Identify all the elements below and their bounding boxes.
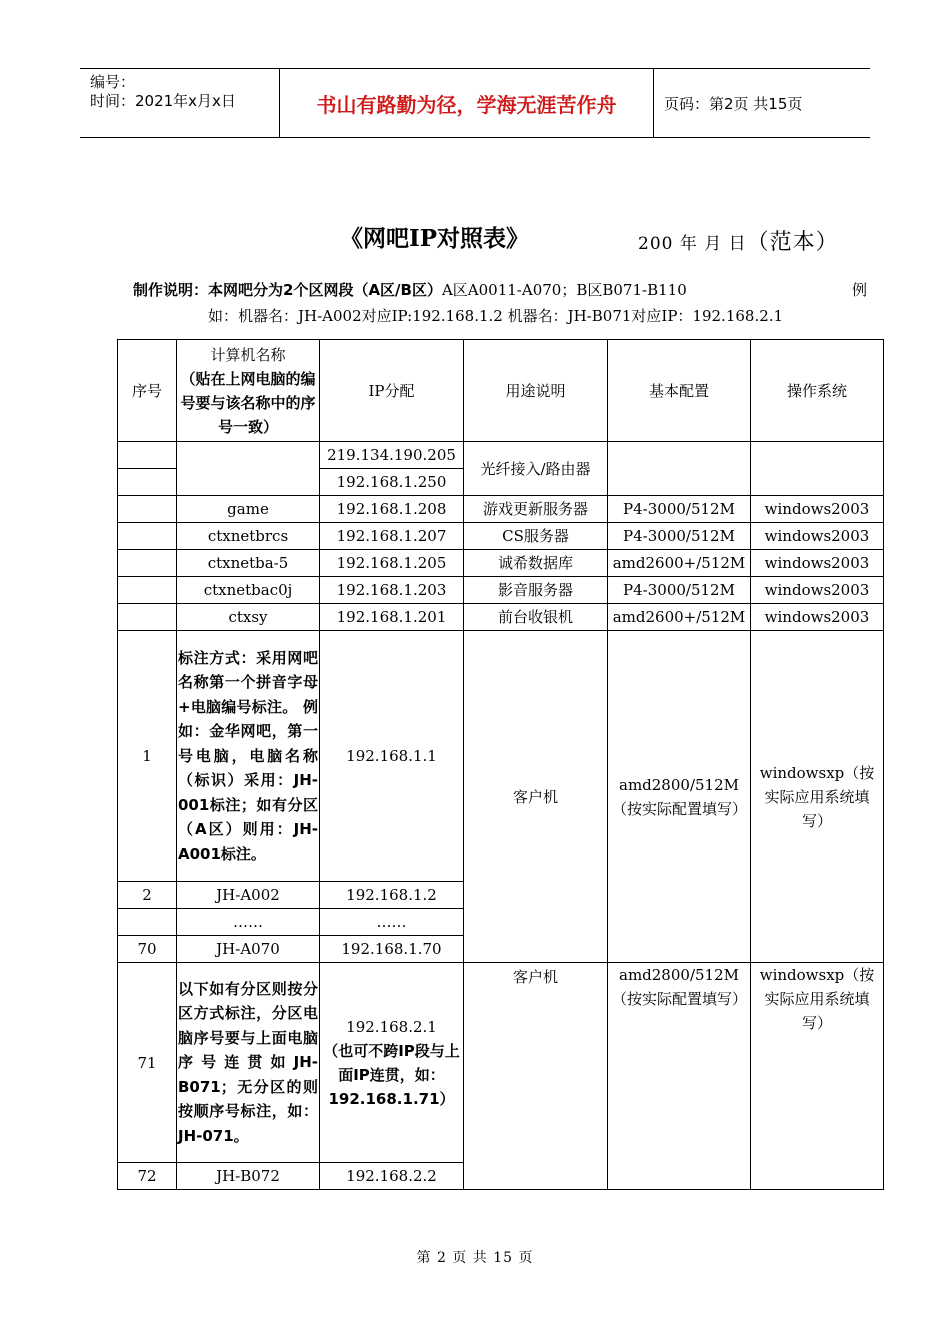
time-label: 时间：2021年x月x日 (90, 92, 236, 110)
client-b-seq: 71 (118, 963, 177, 1163)
ellipsis-ip: …… (320, 909, 464, 936)
header-usage: 用途说明 (464, 340, 608, 442)
server-os: windows2003 (751, 550, 884, 577)
header-motto: 书山有路勤为径，学海无涯苦作舟 (280, 69, 654, 137)
server-ip: 192.168.1.205 (320, 550, 464, 577)
table-row (118, 523, 884, 550)
header-seq: 序号 (118, 340, 177, 442)
server-config: P4-3000/512M (608, 496, 751, 523)
router-usage: 光纤接入/路由器 (464, 442, 608, 496)
wan-ip: 219.134.190.205 (320, 442, 464, 469)
table-row (118, 442, 884, 469)
server-name: game (177, 496, 320, 523)
client-b-config: amd2800/512M（按实际配置填写） (608, 963, 751, 1190)
client-a-os: windowsxp（按实际应用系统填写） (751, 631, 884, 963)
header-meta (80, 69, 280, 137)
description-line-1 (133, 279, 687, 300)
client-b-ip-note: （也可不跨IP段与上面IP连贯，如：192.168.1.71） (323, 1041, 460, 1108)
page-header (80, 68, 870, 138)
row2-seq: 2 (118, 882, 177, 909)
page-footer: 第 2 页 共 15 页 (416, 1250, 534, 1266)
ip-table (117, 339, 884, 1190)
server-ip: 192.168.1.208 (320, 496, 464, 523)
header-ip: IP分配 (320, 340, 464, 442)
header-name-a: 计算机名称 (210, 345, 286, 364)
server-os: windows2003 (751, 577, 884, 604)
row70-seq: 70 (118, 936, 177, 963)
description-bold: 制作说明：本网吧分为2个区网段（A区/B区） (133, 281, 442, 299)
server-config: P4-3000/512M (608, 523, 751, 550)
server-usage: 影音服务器 (464, 577, 608, 604)
client-b-ip: 192.168.2.1 (346, 1017, 437, 1036)
header-os: 操作系统 (751, 340, 884, 442)
server-ip: 192.168.1.203 (320, 577, 464, 604)
row70-ip: 192.168.1.70 (320, 936, 464, 963)
server-os: windows2003 (751, 523, 884, 550)
row2-ip: 192.168.1.2 (320, 882, 464, 909)
server-name: ctxsy (177, 604, 320, 631)
client-a-note: 标注方式：采用网吧名称第一个拼音字母+电脑编号标注。 例如：金华网吧，第一号电脑，电脑名称（标识）采用：JH-001标注；如有分区（A区）则用：JH-A001标注。 (177, 631, 320, 882)
table-header-row (118, 340, 884, 442)
client-b-usage: 客户机 (464, 963, 608, 1190)
client-b-ip-cell (320, 963, 464, 1163)
server-usage: 诚希数据库 (464, 550, 608, 577)
header-name (177, 340, 320, 442)
number-label: 编号： (90, 73, 136, 91)
server-ip: 192.168.1.201 (320, 604, 464, 631)
server-name: ctxnetbac0j (177, 577, 320, 604)
table-row (118, 604, 884, 631)
server-os: windows2003 (751, 496, 884, 523)
server-config: P4-3000/512M (608, 577, 751, 604)
title-row (0, 220, 950, 256)
ellipsis-name: …… (177, 909, 320, 936)
client-b-os: windowsxp（按实际应用系统填写） (751, 963, 884, 1190)
doc-date (638, 225, 839, 256)
lan-ip: 192.168.1.250 (320, 469, 464, 496)
doc-title: 《网吧IP对照表》 (340, 225, 530, 252)
server-usage: 游戏更新服务器 (464, 496, 608, 523)
server-os: windows2003 (751, 604, 884, 631)
client-a-ip: 192.168.1.1 (320, 631, 464, 882)
server-usage: CS服务器 (464, 523, 608, 550)
server-config: amd2600+/512M (608, 550, 751, 577)
description-rest: A区A0011-A070；B区B071-B110 (441, 281, 687, 299)
header-name-b: （贴在上网电脑的编号要与该名称中的序号一致） (180, 369, 316, 436)
row72-ip: 192.168.2.2 (320, 1163, 464, 1190)
server-config: amd2600+/512M (608, 604, 751, 631)
server-ip: 192.168.1.207 (320, 523, 464, 550)
description-line-2: 如：机器名：JH-A002对应IP:192.168.1.2 机器名：JH-B071对应IP：192.168.2.1 (208, 307, 784, 325)
date-suffix: （范本） (746, 230, 839, 255)
row2-name: JH-A002 (177, 882, 320, 909)
date-text: 200 年 月 日 (638, 234, 747, 254)
row72-name: JH-B072 (177, 1163, 320, 1190)
client-a-config: amd2800/512M（按实际配置填写） (608, 631, 751, 963)
client-a-seq: 1 (118, 631, 177, 882)
server-usage: 前台收银机 (464, 604, 608, 631)
table-row (118, 631, 884, 882)
row72-seq: 72 (118, 1163, 177, 1190)
client-b-note: 以下如有分区则按分区方式标注，分区电脑序号要与上面电脑序号连贯如JH-B071；无分区的则按顺序号标注，如：JH-071。 (177, 963, 320, 1163)
header-page-info: 页码：第2页 共15页 (664, 94, 803, 113)
description-example: 例 (852, 281, 868, 299)
client-a-usage: 客户机 (464, 631, 608, 963)
table-row (118, 550, 884, 577)
row70-name: JH-A070 (177, 936, 320, 963)
table-row (118, 963, 884, 1163)
table-row (118, 577, 884, 604)
server-name: ctxnetba-5 (177, 550, 320, 577)
header-config: 基本配置 (608, 340, 751, 442)
server-name: ctxnetbrcs (177, 523, 320, 550)
table-row (118, 496, 884, 523)
